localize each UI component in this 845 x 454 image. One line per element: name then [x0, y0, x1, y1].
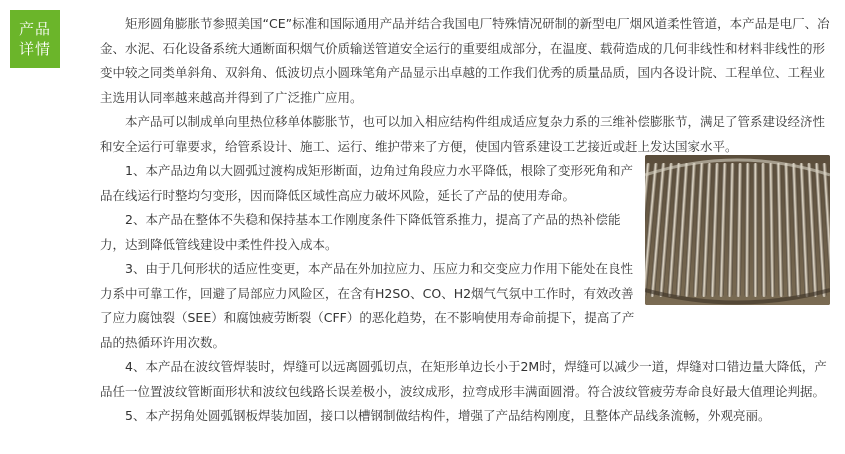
feature-1-paragraph: 1、本产品边角以大圆弧过渡构成矩形断面，边角过角段应力水平降低，根除了变形死角和产品在线运行时整均匀变形，因而降低区域性高应力破坏风险，延长了产品的使用寿命。 — [100, 163, 633, 203]
product-photo — [645, 155, 830, 305]
badge-line-2: 详情 — [18, 40, 51, 58]
feature-2-paragraph: 2、本产品在整体不失稳和保持基本工作刚度条件下降低管系推力，提高了产品的热补偿能力，达到降低管线建设中柔性件投入成本。 — [100, 212, 621, 252]
section-badge — [10, 10, 60, 68]
feature-3-paragraph: 3、由于几何形状的适应性变更，本产品在外加拉应力、压应力和交变应力作用下能处在良性力系中可靠工作，回避了局部应力风险区，在含有H2SO、CO、H2烟气气氛中工作时，有效改善了应力腐蚀裂（SEE）和腐蚀疲劳断裂（CFF）的恶化趋势，在不影响使用寿命前提下，提高了产品的热循环许用次数。 — [100, 261, 635, 350]
feature-4-paragraph: 4、本产品在波纹管焊装时，焊缝可以远离圆弧切点，在矩形单边长小于2M时，焊缝可以减少一道，焊缝对口错边量大降低，产品任一位置波纹管断面形状和波纹包线路长误差极小，波纹成形，拉弯成形丰满面圆滑。符合波纹管疲劳寿命良好最大值理论判据。 — [100, 359, 827, 399]
badge-line-1: 产品 — [18, 20, 51, 38]
corrugation-rib — [744, 163, 750, 297]
capability-paragraph: 本产品可以制成单向里热位移单体膨胀节，也可以加入相应结构件组成适应复杂力系的三维补偿膨胀节，满足了管系建设经济性和安全运行可靠要求，给管系设计、施工、运行、维护带来了方便，使国内管系建设工艺接近或赶上发达国家水平。 — [100, 114, 826, 154]
corrugated-pipe-illustration — [645, 155, 830, 305]
corrugation-rib — [761, 163, 767, 297]
intro-paragraph: 矩形圆角膨胀节参照美国“CE”标准和国际通用产品并结合我国电厂特殊情况研制的新型电厂烟风道柔性管道，本产品是电厂、冶金、水泥、石化设备系统大通断面积烟气价质输送管道安全运行的重要组成部分，在温度、载荷造成的几何非线性和材料非线性的形变中较之同类单斜角、双斜角、低波切点小圆珠笔角产品显示出卓越的工作我们优秀的质量品质，国内各设计院、工程单位、工程业主选用认同率越来越高并得到了广泛推广应用。 — [100, 16, 830, 105]
feature-5-paragraph: 5、本产拐角处圆弧钢板焊装加固，接口以槽钢制做结构件，增强了产品结构刚度，且整体产品线条流畅，外观亮丽。 — [125, 408, 771, 423]
corrugation-rib — [753, 163, 758, 297]
